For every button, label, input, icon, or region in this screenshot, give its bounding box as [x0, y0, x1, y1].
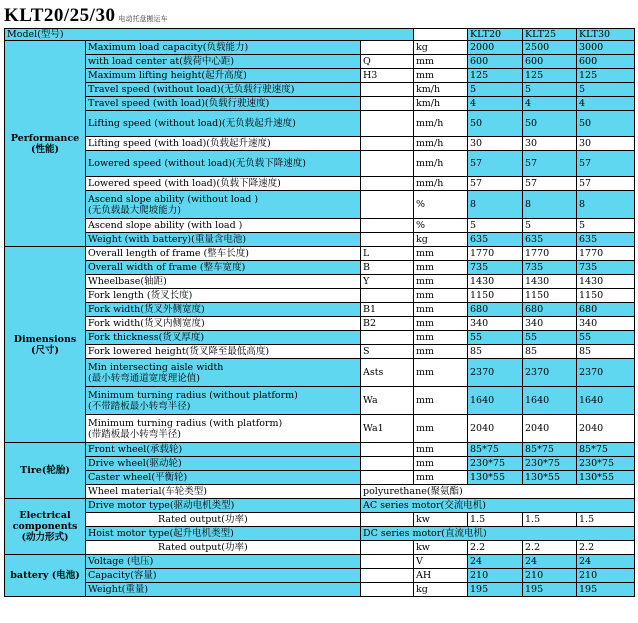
spec-unit: V — [414, 555, 468, 569]
spec-label: Overall length of frame (整车长度) — [86, 247, 361, 261]
spec-value-klt20: 195 — [468, 583, 523, 597]
spec-row — [5, 569, 635, 583]
spec-row — [5, 443, 635, 457]
spec-label: Ascend slope ability (with load ) — [86, 219, 361, 233]
spec-unit: % — [414, 191, 468, 219]
spec-row — [5, 177, 635, 191]
spec-unit: mm/h — [414, 137, 468, 151]
spec-label: Drive wheel(驱动轮) — [86, 457, 361, 471]
spec-row — [5, 499, 635, 513]
spec-value-klt25: 130*55 — [523, 471, 577, 485]
spec-value-klt30: 1150 — [577, 289, 635, 303]
spec-value-klt25: 2370 — [523, 359, 577, 387]
spec-value-klt30: 1770 — [577, 247, 635, 261]
spec-row — [5, 555, 635, 569]
spec-unit: kg — [414, 233, 468, 247]
spec-value-klt20: 2.2 — [468, 541, 523, 555]
spec-label: Fork lowered height(货叉降至最低高度) — [86, 345, 361, 359]
spec-row — [5, 331, 635, 345]
spec-value-klt30: 340 — [577, 317, 635, 331]
spec-value-klt20: 55 — [468, 331, 523, 345]
spec-label: Travel speed (without load)(无负载行驶速度) — [86, 83, 361, 97]
spec-row — [5, 55, 635, 69]
section-label-battery: battery (电池) — [5, 555, 86, 597]
spec-code — [361, 219, 414, 233]
page-subtitle: 电动托盘搬运车 — [118, 15, 168, 23]
spec-label: Fork length (货叉长度) — [86, 289, 361, 303]
spec-value-klt20: 1150 — [468, 289, 523, 303]
spec-unit: mm — [414, 331, 468, 345]
spec-label: Minimum turning radius (without platform) (不带踏板最小转弯半径) — [86, 387, 361, 415]
spec-unit: kg — [414, 583, 468, 597]
spec-value-klt20: 24 — [468, 555, 523, 569]
spec-value-klt20: 50 — [468, 111, 523, 137]
spec-value-klt20: 1.5 — [468, 513, 523, 527]
section-label-dimensions: Dimensions (尺寸) — [5, 247, 86, 443]
spec-value-klt30: 5 — [577, 83, 635, 97]
spec-value-klt20: 8 — [468, 191, 523, 219]
spec-row — [5, 317, 635, 331]
spec-value-klt20: 57 — [468, 151, 523, 177]
spec-value-klt20: 5 — [468, 219, 523, 233]
spec-label: Lifting speed (without load)(无负载起升速度) — [86, 111, 361, 137]
spec-row — [5, 137, 635, 151]
spec-row — [5, 151, 635, 177]
spec-value-klt25: 85 — [523, 345, 577, 359]
spec-value-klt20: 125 — [468, 69, 523, 83]
spec-code: B1 — [361, 303, 414, 317]
spec-value-klt25: 1640 — [523, 387, 577, 415]
spec-value-klt30: 5 — [577, 219, 635, 233]
spec-code — [361, 233, 414, 247]
spec-value-klt30: 30 — [577, 137, 635, 151]
spec-value-klt30: 2370 — [577, 359, 635, 387]
spec-row — [5, 387, 635, 415]
spec-unit: kw — [414, 541, 468, 555]
spec-code — [361, 471, 414, 485]
spec-unit: mm — [414, 345, 468, 359]
spec-label: Ascend slope ability (without load ) (无负载最大爬坡能力) — [86, 191, 361, 219]
section-label-electrical: Electrical components (动力形式) — [5, 499, 86, 555]
spec-code — [361, 443, 414, 457]
spec-value-klt30: 2040 — [577, 415, 635, 443]
model-label: Model(型号) — [5, 29, 414, 41]
spec-code — [361, 41, 414, 55]
model-unit-cell — [414, 29, 468, 41]
spec-unit: mm — [414, 247, 468, 261]
spec-span-value: DC series motor(直流电机) — [361, 527, 635, 541]
spec-code — [361, 541, 414, 555]
spec-label: Lowered speed (with load)(负载下降速度) — [86, 177, 361, 191]
spec-unit: km/h — [414, 97, 468, 111]
spec-value-klt25: 195 — [523, 583, 577, 597]
spec-table — [4, 28, 635, 597]
spec-unit: mm — [414, 471, 468, 485]
spec-value-klt25: 1150 — [523, 289, 577, 303]
spec-value-klt30: 3000 — [577, 41, 635, 55]
spec-label: Voltage (电压) — [86, 555, 361, 569]
spec-code: Wa1 — [361, 415, 414, 443]
spec-value-klt20: 85 — [468, 345, 523, 359]
spec-label: Wheelbase(轴距) — [86, 275, 361, 289]
spec-label: Hoist motor type(起升电机类型) — [86, 527, 361, 541]
spec-label: Drive motor type(驱动电机类型) — [86, 499, 361, 513]
model-value-klt25: KLT25 — [523, 29, 577, 41]
spec-unit: mm — [414, 457, 468, 471]
spec-label: with load center at(载荷中心距) — [86, 55, 361, 69]
spec-value-klt20: 5 — [468, 83, 523, 97]
spec-value-klt25: 24 — [523, 555, 577, 569]
spec-label: Front wheel(承载轮) — [86, 443, 361, 457]
spec-label: Fork thickness(货叉厚度) — [86, 331, 361, 345]
spec-value-klt30: 210 — [577, 569, 635, 583]
spec-code — [361, 555, 414, 569]
spec-label: Capacity(容量) — [86, 569, 361, 583]
spec-code — [361, 111, 414, 137]
spec-value-klt20: 1770 — [468, 247, 523, 261]
spec-code — [361, 569, 414, 583]
spec-label: Rated output(功率) — [86, 513, 361, 527]
spec-value-klt25: 1770 — [523, 247, 577, 261]
spec-unit: mm — [414, 387, 468, 415]
spec-unit: mm/h — [414, 111, 468, 137]
spec-value-klt25: 5 — [523, 83, 577, 97]
spec-label: Overall width of frame (整车宽度) — [86, 261, 361, 275]
spec-unit: AH — [414, 569, 468, 583]
spec-row — [5, 303, 635, 317]
spec-row — [5, 513, 635, 527]
spec-row — [5, 457, 635, 471]
spec-code: H3 — [361, 69, 414, 83]
spec-label: Maximum load capacity(负载能力) — [86, 41, 361, 55]
spec-unit: mm — [414, 69, 468, 83]
spec-code — [361, 513, 414, 527]
spec-value-klt20: 2000 — [468, 41, 523, 55]
spec-row — [5, 415, 635, 443]
spec-unit: mm — [414, 289, 468, 303]
spec-code — [361, 583, 414, 597]
spec-value-klt25: 230*75 — [523, 457, 577, 471]
spec-unit: mm — [414, 303, 468, 317]
model-value-klt20: KLT20 — [468, 29, 523, 41]
spec-value-klt25: 50 — [523, 111, 577, 137]
section-label-tire: Tire(轮胎) — [5, 443, 86, 499]
spec-row — [5, 275, 635, 289]
spec-row — [5, 261, 635, 275]
spec-value-klt30: 4 — [577, 97, 635, 111]
spec-code — [361, 137, 414, 151]
spec-value-klt25: 4 — [523, 97, 577, 111]
spec-value-klt30: 50 — [577, 111, 635, 137]
spec-label: Rated output(功率) — [86, 541, 361, 555]
spec-row — [5, 233, 635, 247]
spec-value-klt25: 1.5 — [523, 513, 577, 527]
spec-code — [361, 177, 414, 191]
page-title: KLT20/25/30 — [4, 5, 116, 26]
spec-code — [361, 289, 414, 303]
spec-value-klt25: 5 — [523, 219, 577, 233]
spec-label: Maximum lifting height(起升高度) — [86, 69, 361, 83]
spec-value-klt25: 125 — [523, 69, 577, 83]
spec-label: Wheel material(车轮类型) — [86, 485, 361, 499]
spec-value-klt25: 2040 — [523, 415, 577, 443]
spec-header — [4, 4, 167, 26]
spec-span-value: AC series motor(交流电机) — [361, 499, 635, 513]
spec-value-klt30: 635 — [577, 233, 635, 247]
spec-row — [5, 527, 635, 541]
spec-value-klt25: 1430 — [523, 275, 577, 289]
spec-value-klt20: 340 — [468, 317, 523, 331]
spec-row — [5, 69, 635, 83]
spec-code: B — [361, 261, 414, 275]
spec-code — [361, 191, 414, 219]
spec-value-klt25: 340 — [523, 317, 577, 331]
spec-value-klt20: 1640 — [468, 387, 523, 415]
spec-code: Asts — [361, 359, 414, 387]
spec-code: Y — [361, 275, 414, 289]
spec-unit: % — [414, 219, 468, 233]
spec-row — [5, 345, 635, 359]
spec-code — [361, 457, 414, 471]
spec-label: Travel speed (with load)(负载行驶速度) — [86, 97, 361, 111]
spec-span-value: polyurethane(聚氨酯) — [361, 485, 635, 499]
spec-value-klt25: 85*75 — [523, 443, 577, 457]
spec-row — [5, 219, 635, 233]
spec-value-klt30: 1.5 — [577, 513, 635, 527]
spec-code — [361, 97, 414, 111]
spec-row — [5, 111, 635, 137]
spec-value-klt25: 2500 — [523, 41, 577, 55]
spec-value-klt20: 2370 — [468, 359, 523, 387]
spec-label: Lifting speed (with load)(负载起升速度) — [86, 137, 361, 151]
spec-label: Fork width(货叉内侧宽度) — [86, 317, 361, 331]
spec-code: Q — [361, 55, 414, 69]
spec-unit: mm — [414, 317, 468, 331]
spec-row — [5, 289, 635, 303]
spec-value-klt30: 8 — [577, 191, 635, 219]
spec-value-klt20: 57 — [468, 177, 523, 191]
spec-row — [5, 485, 635, 499]
spec-value-klt30: 85*75 — [577, 443, 635, 457]
spec-value-klt25: 680 — [523, 303, 577, 317]
spec-row — [5, 83, 635, 97]
spec-label: Minimum turning radius (with platform) (带踏板最小转弯半径) — [86, 415, 361, 443]
model-row — [5, 29, 635, 41]
spec-value-klt25: 735 — [523, 261, 577, 275]
spec-unit: mm — [414, 443, 468, 457]
spec-value-klt30: 24 — [577, 555, 635, 569]
spec-value-klt30: 130*55 — [577, 471, 635, 485]
spec-value-klt20: 230*75 — [468, 457, 523, 471]
spec-row — [5, 41, 635, 55]
spec-value-klt20: 210 — [468, 569, 523, 583]
spec-row — [5, 97, 635, 111]
spec-value-klt30: 1430 — [577, 275, 635, 289]
spec-value-klt30: 1640 — [577, 387, 635, 415]
spec-unit: mm — [414, 55, 468, 69]
spec-value-klt20: 635 — [468, 233, 523, 247]
spec-value-klt30: 600 — [577, 55, 635, 69]
spec-value-klt30: 57 — [577, 151, 635, 177]
spec-row — [5, 471, 635, 485]
spec-value-klt30: 195 — [577, 583, 635, 597]
spec-unit: km/h — [414, 83, 468, 97]
spec-label: Weight(重量) — [86, 583, 361, 597]
spec-value-klt25: 2.2 — [523, 541, 577, 555]
spec-unit: kw — [414, 513, 468, 527]
spec-code: B2 — [361, 317, 414, 331]
spec-value-klt25: 57 — [523, 151, 577, 177]
spec-row — [5, 541, 635, 555]
section-label-performance: Performance (性能) — [5, 41, 86, 247]
spec-code — [361, 151, 414, 177]
spec-code — [361, 83, 414, 97]
spec-label: Weight (with battery)(重量含电池) — [86, 233, 361, 247]
spec-unit: mm — [414, 261, 468, 275]
spec-value-klt20: 735 — [468, 261, 523, 275]
spec-value-klt20: 680 — [468, 303, 523, 317]
spec-value-klt30: 735 — [577, 261, 635, 275]
spec-code: L — [361, 247, 414, 261]
spec-value-klt25: 210 — [523, 569, 577, 583]
spec-value-klt20: 130*55 — [468, 471, 523, 485]
spec-unit: mm/h — [414, 177, 468, 191]
spec-row — [5, 191, 635, 219]
spec-value-klt25: 57 — [523, 177, 577, 191]
spec-code: Wa — [361, 387, 414, 415]
spec-code — [361, 331, 414, 345]
spec-value-klt20: 4 — [468, 97, 523, 111]
spec-label: Caster wheel(平衡轮) — [86, 471, 361, 485]
spec-value-klt20: 85*75 — [468, 443, 523, 457]
spec-unit: mm — [414, 359, 468, 387]
spec-unit: mm — [414, 415, 468, 443]
spec-label: Min intersecting aisle width (最小转弯通道宽度理论值) — [86, 359, 361, 387]
spec-value-klt30: 230*75 — [577, 457, 635, 471]
spec-value-klt20: 30 — [468, 137, 523, 151]
spec-value-klt25: 635 — [523, 233, 577, 247]
spec-unit: mm/h — [414, 151, 468, 177]
spec-code: S — [361, 345, 414, 359]
spec-value-klt25: 30 — [523, 137, 577, 151]
spec-row — [5, 583, 635, 597]
spec-value-klt30: 55 — [577, 331, 635, 345]
spec-value-klt30: 680 — [577, 303, 635, 317]
spec-value-klt20: 1430 — [468, 275, 523, 289]
spec-value-klt25: 600 — [523, 55, 577, 69]
spec-unit: kg — [414, 41, 468, 55]
spec-label: Lowered speed (without load)(无负载下降速度) — [86, 151, 361, 177]
spec-value-klt30: 2.2 — [577, 541, 635, 555]
spec-value-klt30: 57 — [577, 177, 635, 191]
spec-label: Fork width(货叉外侧宽度) — [86, 303, 361, 317]
model-value-klt30: KLT30 — [577, 29, 635, 41]
spec-value-klt20: 600 — [468, 55, 523, 69]
spec-unit: mm — [414, 275, 468, 289]
spec-row — [5, 359, 635, 387]
spec-row — [5, 247, 635, 261]
spec-value-klt25: 8 — [523, 191, 577, 219]
spec-value-klt20: 2040 — [468, 415, 523, 443]
spec-value-klt30: 85 — [577, 345, 635, 359]
spec-value-klt30: 125 — [577, 69, 635, 83]
spec-value-klt25: 55 — [523, 331, 577, 345]
